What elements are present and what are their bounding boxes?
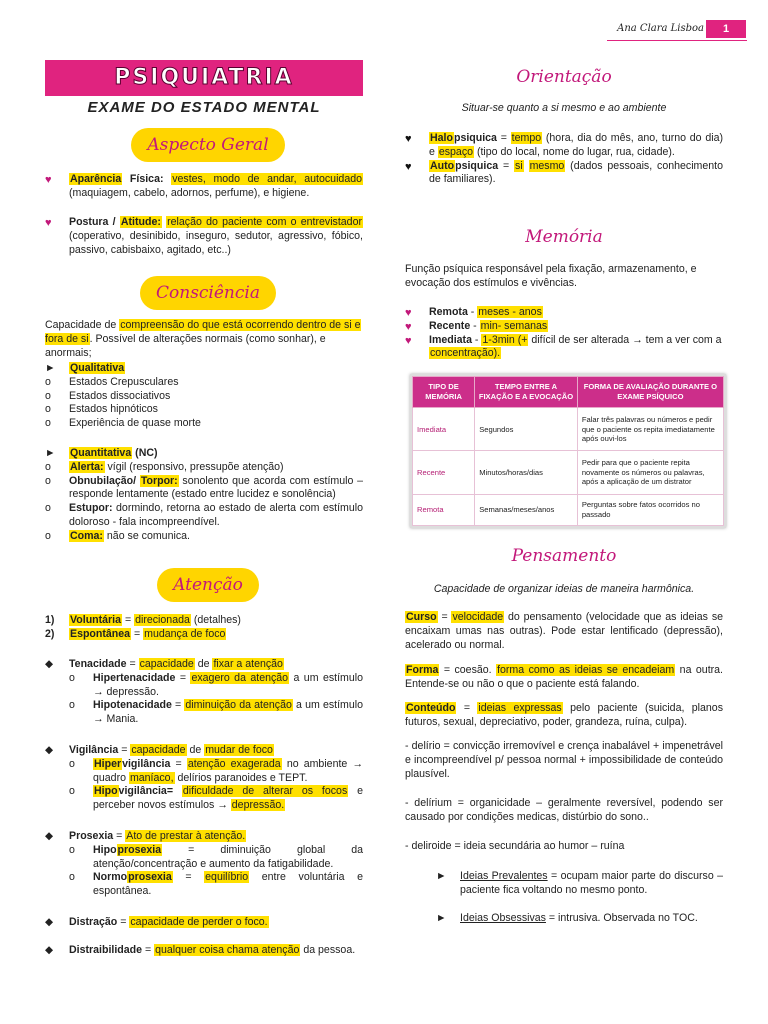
vigilancia-block: ◆ Vigilância = capacidade de mudar de foco o Hipervigilância = atenção exagerada no ambiente → quadro maníaco, delírios paranoides e TEPT. o Hipovigilância= dificuldade de alterar os focos e perceber novos estímulos → depressão. bbox=[45, 744, 363, 812]
circle-bullet-icon: o bbox=[45, 529, 51, 542]
page-title: PSIQUIATRIA bbox=[114, 64, 294, 90]
atencao-title: Atenção bbox=[157, 568, 259, 602]
heart-bullet-icon: ♥ bbox=[405, 307, 412, 319]
memoria-title: Memória bbox=[525, 227, 603, 247]
delirio-text: - delírio = convicção irremovível e crença inabalável + impenetrável e incompreendível p/ pessoa normal + impossibilidade de conteúdo plausível. bbox=[405, 740, 723, 780]
page-subtitle: EXAME DO ESTADO MENTAL bbox=[87, 99, 321, 116]
memoria-intro: Função psíquica responsável pela fixação, armazenamento, e evocação dos estímulos e vivências. bbox=[405, 263, 697, 289]
forma-item: Forma = coesão. forma como as ideias se encadeiam na outra. Entende-se ou não o que o paciente está falando. bbox=[405, 664, 724, 690]
circle-bullet-icon: o bbox=[45, 417, 51, 430]
circle-bullet-icon: o bbox=[45, 460, 51, 473]
circle-bullet-icon: o bbox=[45, 474, 51, 487]
heart-bullet-icon: ♥ bbox=[405, 160, 412, 173]
distracao-item: ◆ Distração = capacidade de perder o foco. bbox=[45, 916, 268, 928]
memoria-list: ♥ Remota - meses - anos ♥ Recente - min- semanas ♥ Imediata - 1-3min (+ difícil de ser alterada → tem a ver com a concentração). bbox=[405, 306, 722, 360]
tenacidade-block: ◆ Tenacidade = capacidade de fixar a atenção o Hipertenacidade = exagero da atenção a um estímulo → depressão. o Hipotenacidade = diminuição da atenção a um estímulo → Mania. bbox=[45, 658, 363, 726]
diamond-bullet-icon: ◆ bbox=[45, 830, 54, 842]
ideias-obsessivas: ► Ideias Obsessivas = intrusiva. Observada no TOC. bbox=[436, 912, 698, 924]
distraibilidade-item: ◆ Distraibilidade = qualquer coisa chama atenção da pessoa. bbox=[45, 944, 356, 956]
heart-bullet-icon: ♥ bbox=[45, 217, 52, 229]
diamond-bullet-icon: ◆ bbox=[45, 658, 54, 670]
heart-bullet-icon: ♥ bbox=[45, 174, 52, 186]
circle-bullet-icon: o bbox=[69, 871, 75, 884]
table-row bbox=[413, 451, 724, 494]
diamond-bullet-icon: ◆ bbox=[45, 916, 54, 928]
aparencia-item: ♥ Aparência Física: vestes, modo de andar, autocuidado (maquiagem, cabelo, adornos, perfume), e higiene. bbox=[45, 173, 362, 199]
delirium-text: - delírium = organicidade – geralmente reversível, podendo ser causado por condições medicas, distúrbio do sono.. bbox=[405, 797, 723, 823]
consciencia-title: Consciência bbox=[140, 276, 276, 310]
postura-item: ♥ Postura / Atitude: relação do paciente com o entrevistador (coperativo, desinibido, inseguro, sedutor, agressivo, fóbico, passivo, cabisbaixo, agitado, etc..) bbox=[45, 216, 363, 256]
pensamento-title: Pensamento bbox=[511, 546, 617, 566]
diamond-bullet-icon: ◆ bbox=[45, 744, 54, 756]
qualitativa-block: ► Qualitativa o Estados Crepusculares o Estados dissociativos o Estados hipnóticos o Experiência de quase morte bbox=[45, 362, 201, 430]
page-title-banner bbox=[45, 60, 363, 96]
circle-bullet-icon: o bbox=[69, 843, 75, 856]
orientacao-subtitle: Situar-se quanto a si mesmo e ao ambiente bbox=[461, 102, 667, 114]
aspecto-title: Aspecto Geral bbox=[131, 128, 284, 162]
heart-bullet-icon: ♥ bbox=[405, 320, 412, 333]
table-header: FORMA DE AVALIAÇÃO DURANTE O EXAME PSÍQUICO bbox=[577, 377, 723, 408]
table-cell: Remota bbox=[413, 494, 475, 525]
author-name: Ana Clara Lisboa bbox=[617, 23, 704, 34]
circle-bullet-icon: o bbox=[69, 757, 75, 770]
consciencia-heading bbox=[128, 276, 288, 310]
arrow-bullet-icon: ► bbox=[45, 362, 56, 374]
circle-bullet-icon: o bbox=[45, 502, 51, 515]
circle-bullet-icon: o bbox=[45, 375, 51, 388]
table-cell: Segundos bbox=[475, 408, 578, 451]
arrow-bullet-icon: ► bbox=[436, 912, 447, 924]
curso-item: Curso = velocidade do pensamento (velocidade que as ideias se encaixam umas nas outras). Pode estar lentificado (depressão), acelerado ou normal. bbox=[405, 611, 724, 651]
deliroide-text: - deliroide = ideia secundária ao humor – ruína bbox=[405, 840, 625, 852]
orientacao-title: Orientação bbox=[516, 67, 612, 87]
memoria-table bbox=[410, 374, 726, 528]
table-header-row bbox=[413, 377, 724, 408]
atencao-heading bbox=[128, 568, 288, 602]
circle-bullet-icon: o bbox=[69, 699, 75, 712]
heart-bullet-icon: ♥ bbox=[405, 334, 412, 347]
page-number: 1 bbox=[706, 20, 746, 38]
consciencia-intro: Capacidade de compreensão do que está ocorrendo dentro de si e fora de si. Possível de alterações normais (como sonhar), e anormais; bbox=[45, 319, 361, 359]
table-header: TIPO DE MEMÓRIA bbox=[413, 377, 475, 408]
arrow-bullet-icon: ► bbox=[436, 870, 447, 882]
aspecto-heading bbox=[128, 128, 288, 162]
table-cell: Perguntas sobre fatos ocorridos no passado bbox=[577, 494, 723, 525]
table-cell: Falar três palavras ou números e pedir que o paciente os repita imediatamente após ouvi-los bbox=[577, 408, 723, 451]
atencao-types: 1) Voluntária = direcionada (detalhes) 2) Espontânea = mudança de foco bbox=[45, 614, 241, 640]
circle-bullet-icon: o bbox=[45, 389, 51, 402]
diamond-bullet-icon: ◆ bbox=[45, 944, 54, 956]
table-row bbox=[413, 408, 724, 451]
circle-bullet-icon: o bbox=[69, 671, 75, 684]
header-divider bbox=[607, 40, 747, 41]
arrow-bullet-icon: ► bbox=[45, 447, 56, 459]
ideias-prevalentes: ► Ideias Prevalentes = ocupam maior parte do discurso – paciente fica voltando no mesmo ponto. bbox=[436, 870, 723, 896]
table-cell: Imediata bbox=[413, 408, 475, 451]
orientacao-list: ♥ Halopsiquica = tempo (hora, dia do mês, ano, turno do dia) e espaço (tipo do local, nome do lugar, rua, cidade). ♥ Autopsiquica = si mesmo (dados pessoais, conhecimento de familiares). bbox=[405, 132, 723, 186]
table-header: TEMPO ENTRE A FIXAÇÃO E A EVOCAÇÃO bbox=[475, 377, 578, 408]
heart-bullet-icon: ♥ bbox=[405, 133, 412, 145]
table-cell: Recente bbox=[413, 451, 475, 494]
table-row bbox=[413, 494, 724, 525]
circle-bullet-icon: o bbox=[45, 403, 51, 416]
quantitativa-block: ► Quantitativa (NC) o Alerta: vígil (responsivo, pressupõe atenção) o Obnubilação/ Torpor: sonolento que acorda com estímulo – responde lentamente (estado entre lucidez e sonolência) o Estupor: dormindo, retorna ao estado de alerta com estímulo doloroso - fala incompreendível. o Coma: não se comunica. bbox=[45, 447, 363, 542]
table-cell: Semanas/meses/anos bbox=[475, 494, 578, 525]
circle-bullet-icon: o bbox=[69, 785, 75, 798]
prosexia-block: ◆ Prosexia = Ato de prestar à atenção. o Hipoprosexia = diminuição global da atenção/concentração e aumento da fatigabilidade. o Normoprosexia = equilíbrio entre voluntária e espontânea. bbox=[45, 830, 363, 898]
conteudo-item: Conteúdo = ideias expressas pelo paciente (suicida, planos futuros, sexual, depreciativo, poder, grandeza, ruína, culpa). bbox=[405, 702, 723, 728]
table-cell: Pedir para que o paciente repita novamente os números ou palavras, após a aplicação de um distrator bbox=[577, 451, 723, 494]
pensamento-subtitle: Capacidade de organizar ideias de maneira harmônica. bbox=[433, 583, 695, 595]
table-cell: Minutos/horas/dias bbox=[475, 451, 578, 494]
